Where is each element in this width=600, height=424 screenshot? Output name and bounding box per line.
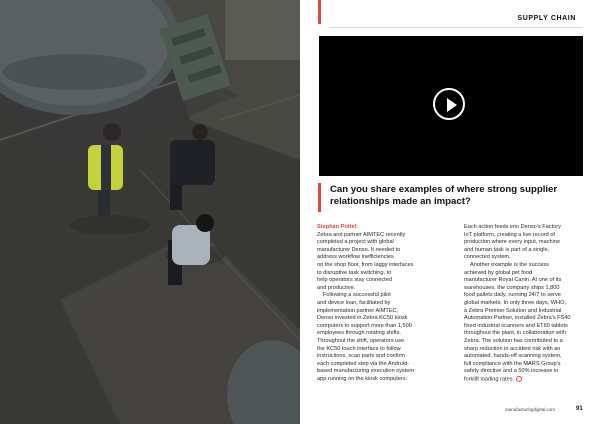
interview-question: Can you share examples of where strong supplier relationships made an impact? [330, 184, 558, 207]
article-column-2 [464, 224, 588, 384]
footer-url[interactable]: manufacturingdigital.com [505, 407, 556, 412]
play-icon [447, 98, 457, 112]
end-mark-icon [516, 376, 522, 382]
paragraph-1: Zebra and partner AIMTEC recently completed a project with global manufacturer Denso. It needed to address workflow inefficiencies on the shop floor, from laggy interfaces to disruptive task switching, to help operators stay connected and productive. [317, 231, 414, 291]
play-button[interactable] [433, 88, 465, 120]
header-divider [330, 27, 582, 28]
paragraph-2: Following a successful pilot and device loan, facilitated by implementation partner AIMTEC, Denso invested in Zebra KC50 kiosk computers to support more than 1,500 employees through rotating shifts. Throughout the shift, operators use the KC50 touch interface to follow instructions, scan parts and confirm each completed step via the Android- based manufacturing execution system app running on the kiosk computers. [317, 292, 415, 382]
paragraph-4: Another example is the success achieved by global pet food manufacturer Royal Canin. At one of its warehouses, the company ships 1,800 food pallets daily, running 24/7 to serve global markets. In only three days, WHO, a Zebra Premier Solution and Industrial Automation Partner, installed Zebra’s FS40 fixed industrial scanners and ET60 tablets throughout the plant, in collaboration with Zebra. The solution has contributed to a sharp reduction in accident risk with an automated, hands-off scanning system, full compliance with the MARS Group’s safety directive and a 50% increase in forklift loading rates. [464, 261, 571, 383]
section-label: SUPPLY CHAIN [517, 15, 576, 22]
section-accent-bar [318, 0, 321, 24]
question-accent-bar [318, 183, 321, 212]
paragraph-3: Each action feeds into Denso’s Factory IoT platform, creating a live record of production where every input, machine and human task is part of a single, connected system. [464, 224, 561, 261]
page-number: 91 [576, 406, 583, 412]
speaker-name: Stephan Pottel: [317, 224, 359, 230]
article-column-1 [317, 224, 467, 383]
